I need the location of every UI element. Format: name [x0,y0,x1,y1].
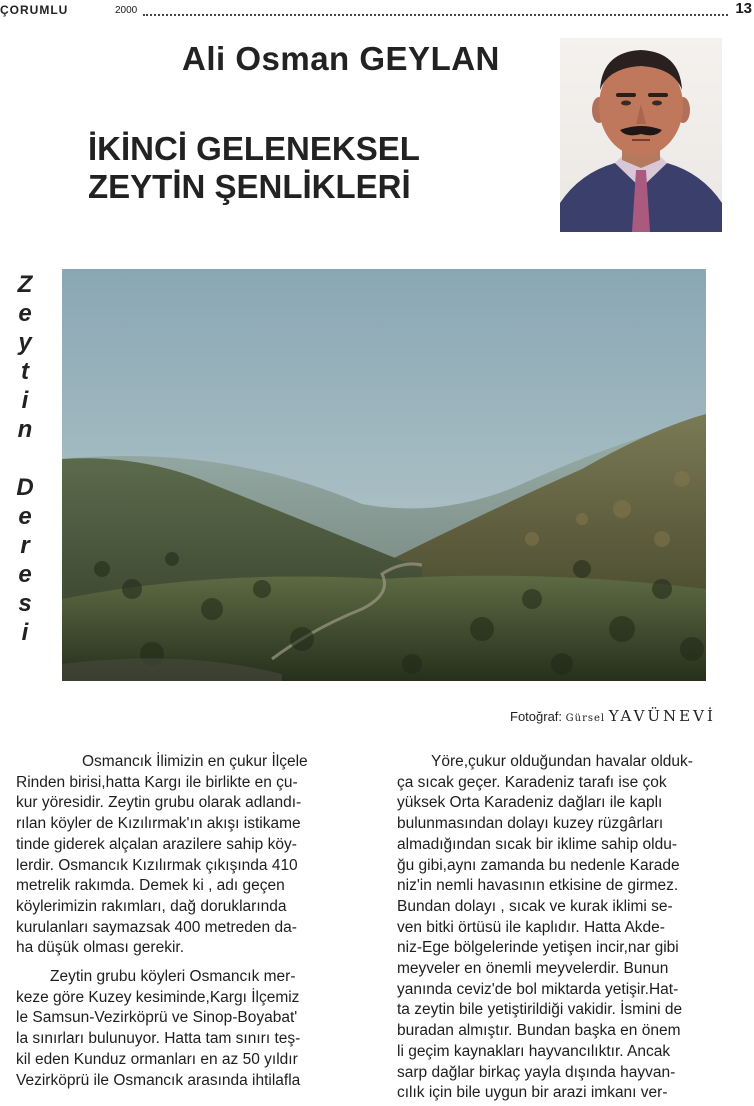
photo-credit [510,707,716,725]
text-line: Yöre,çukur olduğundan havalar olduk- [431,753,693,770]
vertical-caption-letter: Z [17,271,33,298]
valley-landscape-photo [62,269,706,681]
text-line: ha düşük olması gerekir. [16,939,185,957]
vertical-caption [10,270,40,647]
vertical-caption-letter: i [21,387,29,414]
photo-credit-label: Fotoğraf: [510,709,563,724]
text-line: kur yöresidir. Zeytin grubu olarak adlandı- [16,794,302,812]
text-line: lerdir. Osmancık Kızılırmak çıkışında 410 [16,856,298,874]
vertical-caption-letter: i [21,619,29,646]
magazine-name: ÇORUMLU [0,3,69,17]
vertical-caption-letter: y [18,329,32,356]
issue-year: 2000 [115,5,138,16]
vertical-caption-letter: r [20,532,30,559]
text-line: li geçim kaynakları hayvancılıktır. Ancak [397,1042,671,1060]
article-column-right [397,752,739,1104]
text-line: Zeytin grubu köyleri Osmancık mer- [50,968,296,986]
article-title-line: İKİNCİ GELENEKSEL [88,130,420,167]
text-line: buradan almıştır. Bundan başka en önem [397,1022,681,1040]
text-line: ta zeytin bile yetiştirildiği vakidir. İsmini de [397,1001,683,1019]
text-line: ven bitki örtüsü ile kaplıdır. Hatta Akde- [397,918,665,936]
photographer-first-name: Gürsel [565,713,606,724]
vertical-caption-letter: e [18,300,32,327]
header-dotted-rule [143,0,728,16]
text-line: sarp dağlar birkaç yayla dışında hayvan- [397,1063,676,1081]
text-line: Rinden birisi,hatta Kargı ile birlikte en çu- [16,773,298,791]
text-line: cılık için bile uygun bir arazi imkanı ver- [397,1084,668,1102]
page-header [0,0,754,20]
text-line: yüksek Orta Karadeniz dağları ile kaplı [397,794,663,812]
article-column-left [16,752,358,1091]
vertical-caption-letter: D [16,474,34,501]
vertical-caption-gap [10,444,40,473]
text-line: rılan köyler de Kızılırmak'ın akışı istikame [16,815,301,833]
text-line: la sınırları bulunuyor. Hatta tam sınırı teş- [16,1030,301,1048]
text-line: niz'in nemli havasının etkisine de girmez. [397,877,679,895]
text-line: köylerimizin rakımları, dağ doruklarında [16,897,287,915]
text-line: Osmancık İlimizin en çukur İlçele [82,753,308,770]
text-line: Vezirköprü ile Osmancık arasında ihtilafla [16,1071,301,1089]
page-number: 13 [735,0,752,17]
text-line: ğu gibi,aynı zamanda bu nedenle Karade [397,856,680,874]
text-line: almadığından sıcak bir iklime sahip oldu- [397,835,677,853]
vertical-caption-letter: s [18,590,32,617]
photographer-surname: YAVÜNEVİ [608,707,716,725]
text-line: bulunmasından dolayı kuzey rüzgârları [397,815,664,833]
text-line: ça sıcak geçer. Karadeniz tarafı ise çok [397,773,667,791]
text-line: niz-Ege bölgelerinde yetişen incir,nar gibi [397,939,679,957]
article-title [88,130,420,206]
text-line: tinde giderek alçalan arazilere sahip köy- [16,835,297,853]
article-title-line: ZEYTİN ŞENLİKLERİ [88,168,411,205]
author-portrait [560,38,722,232]
paragraph-gap [16,959,358,967]
text-line: Bundan dolayı , sıcak ve kurak iklimi se- [397,897,673,915]
text-line: metrelik rakımda. Demek ki , adı geçen [16,877,285,895]
text-line: keze göre Kuzey kesiminde,Kargı İlçemiz [16,988,300,1006]
text-line: le Samsun-Vezirköprü ve Sinop-Boyabat' [16,1009,298,1027]
author-name: Ali Osman GEYLAN [182,40,500,77]
vertical-caption-letter: e [18,561,32,588]
text-line: kurulanları saymazsak 400 metreden da- [16,918,297,936]
text-line: yanında ceviz'de bol miktarda yetişir.Hat- [397,980,679,998]
vertical-caption-letter: t [21,358,29,385]
text-line: meyveler en önemli meyvelerdir. Bunun [397,960,669,978]
vertical-caption-letter: n [17,416,33,443]
text-line: kil eden Kunduz ormanları en az 50 yıldır [16,1050,298,1068]
vertical-caption-letter: e [18,503,32,530]
